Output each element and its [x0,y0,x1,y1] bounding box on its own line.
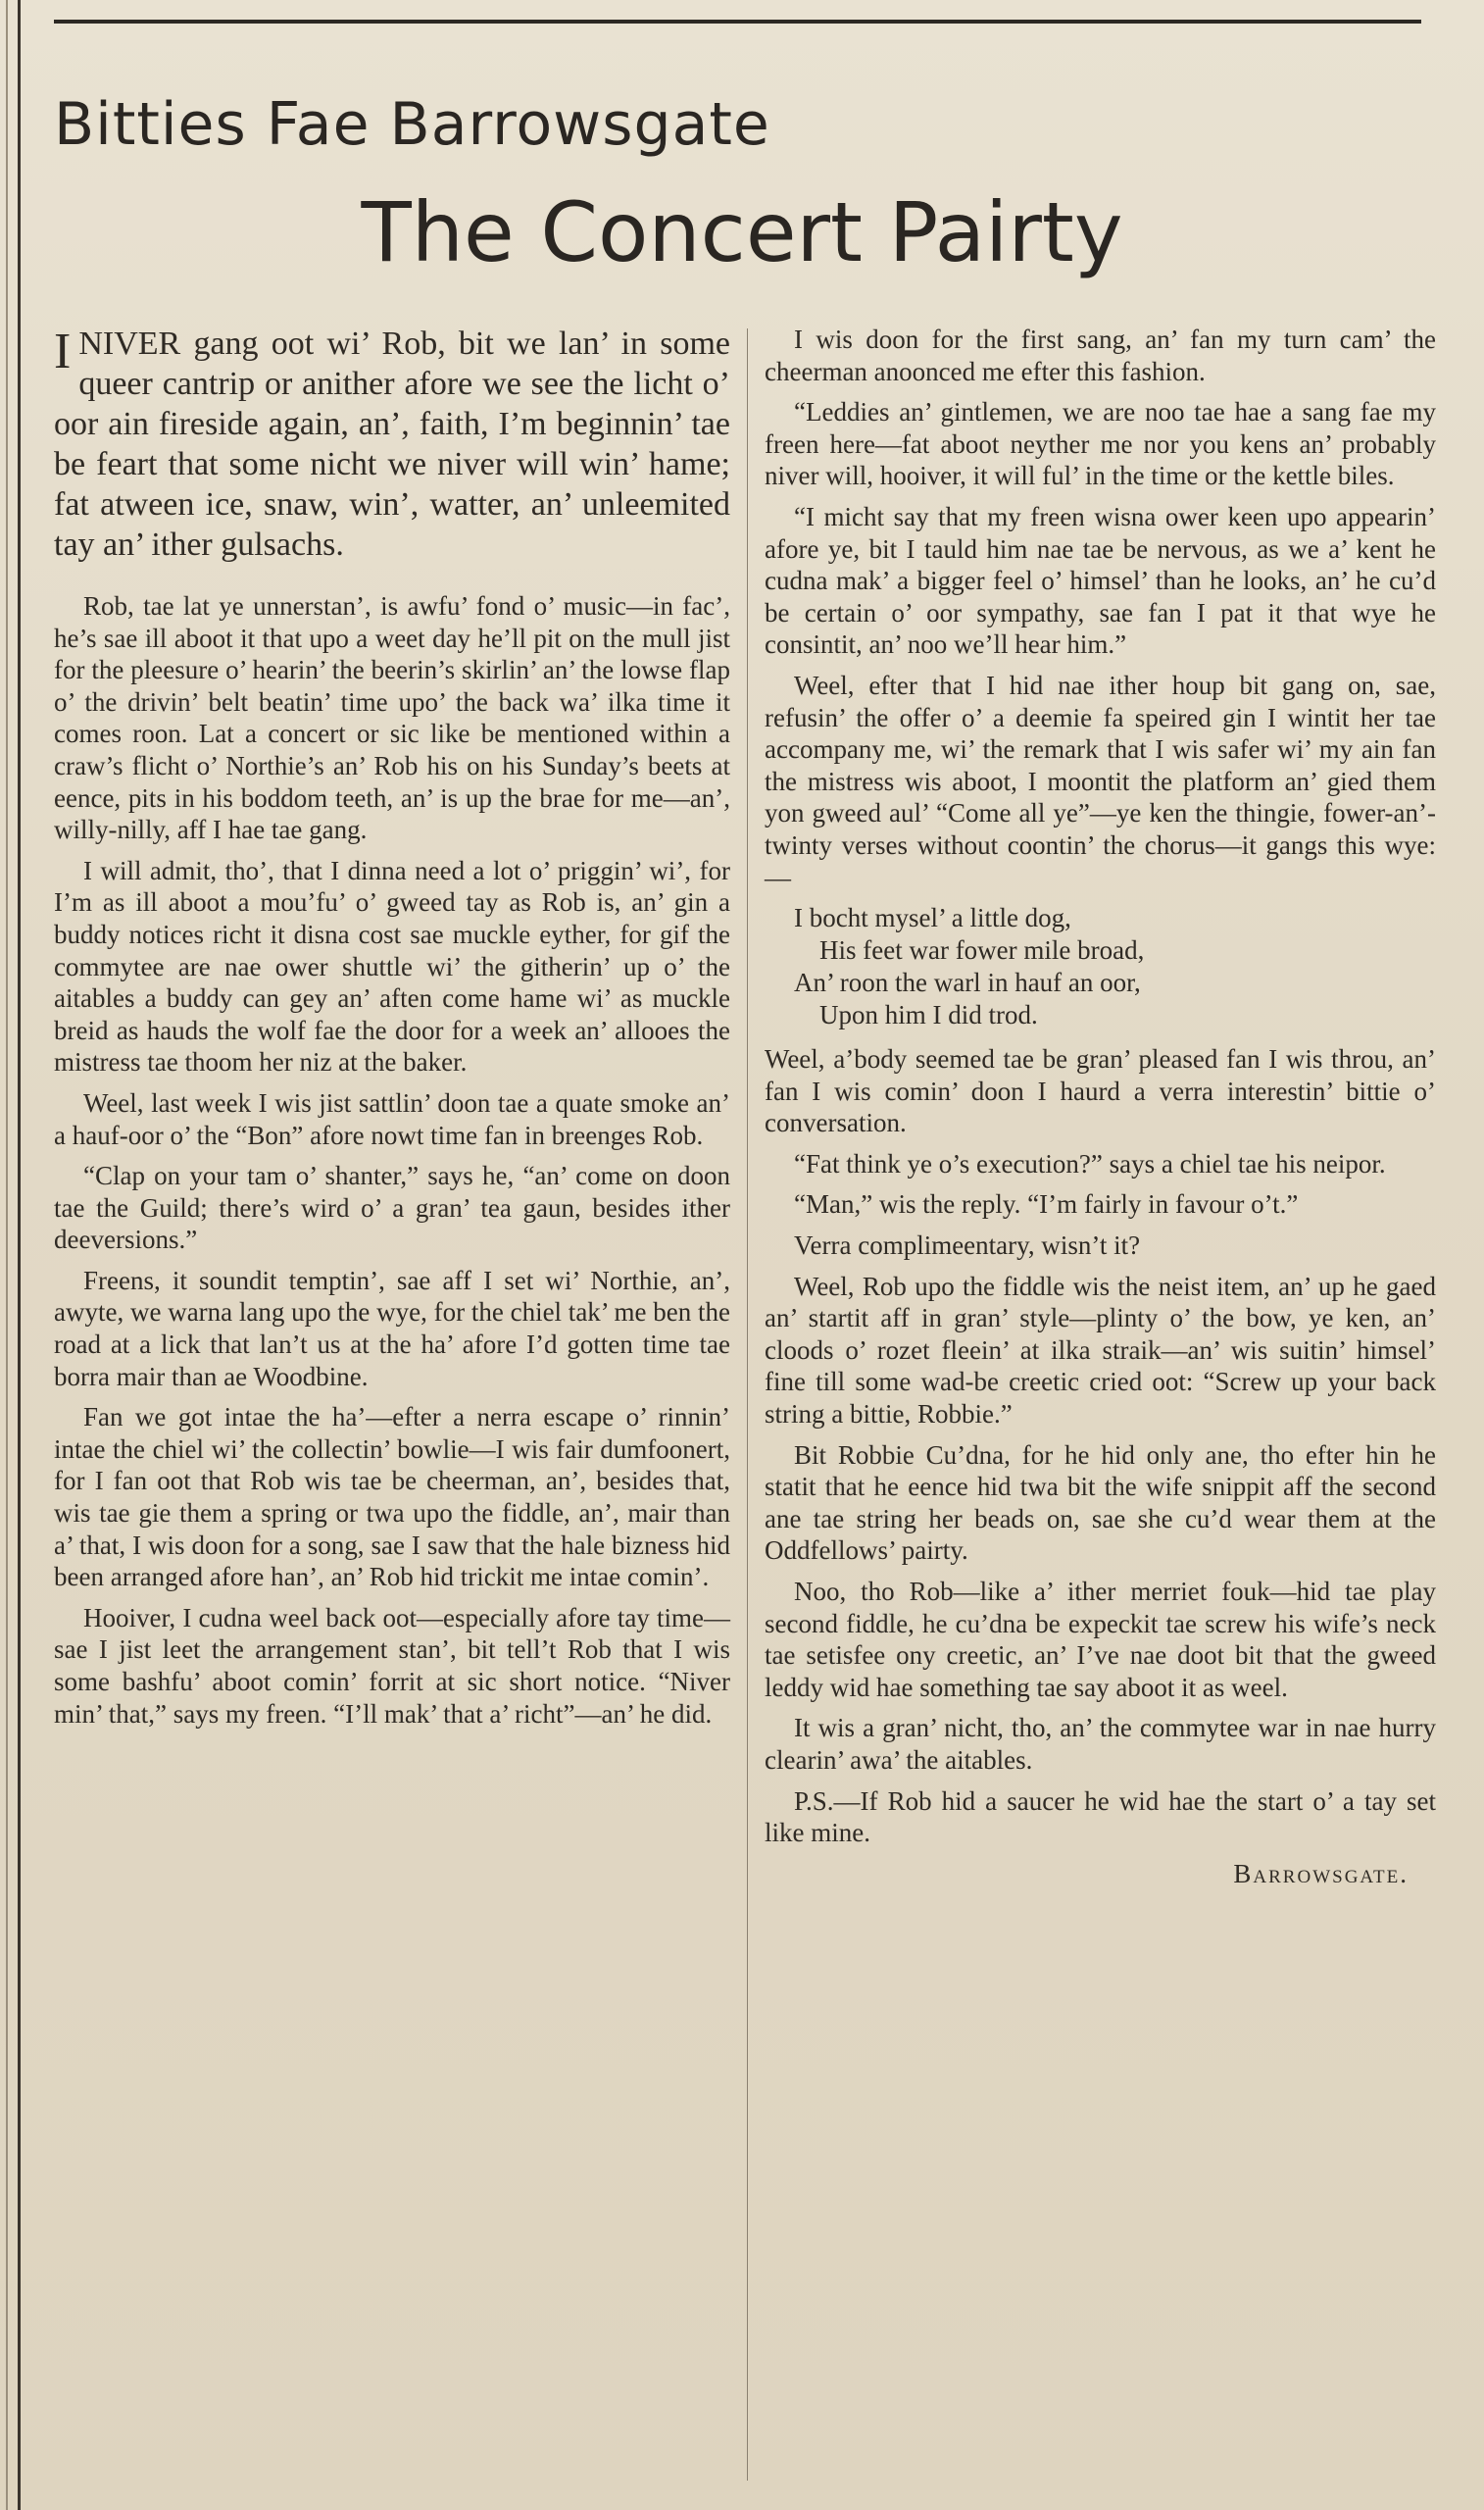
paragraph: I wis doon for the first sang, an’ fan my turn cam’ the cheerman anoonced me efter this fashion. [765,325,1436,386]
paragraph: Fan we got intae the ha’—efter a nerra escape o’ rinnin’ intae the chiel wi’ the collectin’ bowlie—I wis fair dumfoonert, for I fan oot that Rob wis tae be cheerman, an’, besides that, wis tae gie them a spring or twa upo the fiddle, an’, mair than a’ that, I wis doon for a song, sae I saw that the hale bizness hid been arranged afore han’, an’ Rob hid trickit me intae comin’. [54,1402,730,1592]
paragraph: Freens, it soundit temptin’, sae aff I set wi’ Northie, an’, awyte, we warna lang upo the wye, for the chiel tak’ me ben the road at a lick that lan’t us at the ha’ afore I’d gotten time tae borra mair than ae Woodbine. [54,1265,730,1391]
paragraph: Verra complimeentary, wisn’t it? [794,1230,1141,1261]
paragraph: I will admit, tho’, that I dinna need a lot o’ priggin’ wi’, for I’m as ill aboot a mou’fu’ o’ gweed tay as Rob is, an’ gin a buddy notices richt it disna cost sae muckle eyther, for gif the commytee are nae ower shuttle wi’ the githerin’ up o’ the aitables a buddy can gey an’ aften come hame wi’ as muckle breid as hauds the wolf fae the door for a week an’ allooes the mistress tae thoom her niz at the baker. [54,855,730,1078]
paragraph: Hooiver, I cudna weel back oot—especially afore tay time—sae I jist leet the arrangement stan’, bit tell’t Rob that I wis some bashfu’ aboot comin’ forrit at sic short notice. “Niver min’ that,” says my freen. “I’ll mak’ that a’ richt”—an’ he did. [54,1602,730,1729]
paragraph: Weel, efter that I hid nae ither houp bit gang on, sae, refusin’ the offer o’ a deemie fa speired gin I wintit her tae accompany me, wi’ the remark that I wis safer wi’ my ain fan the mistress wis aboot, I moontit the platform an’ gied them yon gweed aul’ “Come all ye”—ye ken the thingie, fower-an’-twinty verses without coontin’ the chorus—it gangs this wye:— [765,670,1436,892]
verse-line: I bocht mysel’ a little dog, [794,903,1071,933]
author-signature: Barrowsgate. [1233,1858,1409,1888]
paragraph: “Fat think ye o’s execution?” says a chiel tae his neipor. [794,1148,1386,1179]
verse-line: Upon him I did trod. [819,1000,1038,1030]
lead-text: NIVER gang oot wi’ Rob, bit we lan’ in some queer cantrip or anither afore we see the licht o’ oor ain fireside again, an’, faith, I’m beginnin’ tae be feart that some nicht we niver will win’ hame; fat atween ice, snaw, win’, watter, an’ unleemited tay an’ ither gulsachs. [54,326,730,563]
paragraph: It wis a gran’ nicht, tho, an’ the commytee war in nae hurry clearin’ awa’ the aitables. [765,1713,1436,1775]
paragraph: Weel, last week I wis jist sattlin’ doon tae a quate smoke an’ a hauf-oor o’ the “Bon” afore nowt time fan in breenges Rob. [54,1087,730,1150]
paragraph: “I micht say that my freen wisna ower keen upo appearin’ afore ye, bit I tauld him nae tae be nervous, as we a’ kent he cudna mak’ a bigger feel o’ himsel’ than he looks, an’ he cu’d be certain o’ oor sympathy, sae fan I pat it that wye he consintit, an’ noo we’ll hear him.” [765,501,1436,660]
column-edge-rule [18,0,21,2510]
verse-line: An’ roon the warl in hauf an oor, [794,968,1141,998]
column-divider [747,328,748,2481]
top-rule [54,20,1421,24]
drop-cap: I [54,324,72,379]
paragraph: Bit Robbie Cu’dna, for he hid only ane, tho efter hin he statit that he eence hid twa bit the wife snippit aff the second ane tae string her beads on, sae she cu’d wear them at the Oddfellows’ pairty. [765,1439,1436,1566]
verse-line: His feet war fower mile broad, [819,935,1145,966]
paragraph: Weel, Rob upo the fiddle wis the neist item, an’ up he gaed an’ startit aff in gran’ style—plinty o’ the bow, ye ken, an’ cloods o’ rozet fleein’ at ilka straik—an’ wis suitin’ himsel’ fine till some wad-be creetic cried oot: “Screw up your back string a bittie, Robbie.” [765,1271,1436,1430]
paragraph: “Clap on your tam o’ shanter,” says he, “an’ come on doon tae the Guild; there’s wird o’ a gran’ tea gaun, besides ither deeversions.” [54,1161,730,1255]
paragraph: Weel, a’body seemed tae be gran’ pleased fan I wis throu, an’ fan I wis comin’ doon I haurd a verra interestin’ bittie o’ conversation. [765,1044,1436,1138]
left-column [54,324,730,1738]
paragraph: Noo, tho Rob—like a’ ither merriet fouk—hid tae play second fiddle, he cu’dna be expeckit tae screw his wife’s neck tae setisfee ony creetic, an’ I’ve nae doot bit that the gweed leddy wid hae something tae say aboot it as weel. [765,1577,1436,1702]
column-kicker: Bitties Fae Barrowsgate [54,90,770,159]
paragraph: “Leddies an’ gintlemen, we are noo tae hae a sang fae my freen here—fat aboot neyther me nor you kens an’ probably niver will, hooiver, it will ful’ in the time or the kettle biles. [765,397,1436,491]
song-verse [765,902,1436,1031]
paragraph: “Man,” wis the reply. “I’m fairly in favour o’t.” [794,1189,1299,1220]
paragraph: Rob, tae lat ye unnerstan’, is awfu’ fond o’ music—in fac’, he’s sae ill aboot it that upo a weet day he’ll pit on the mull jist for the pleesure o’ hearin’ the beerin’s skirlin’ an’ the lowse flap o’ the drivin’ belt beatin’ time upo’ the back wa’ ilka time it comes roon. Lat a concert or sic like be mentioned within a craw’s flicht o’ Northie’s an’ Rob his on his Sunday’s beets at eence, pits in his boddom teeth, an’ is up the brae for me—an’, willy-nilly, aff I hae tae gang. [54,591,730,845]
paragraph: P.S.—If Rob hid a saucer he wid hae the start o’ a tay set like mine. [765,1785,1436,1848]
page-edge-line [6,0,8,2510]
right-column [765,324,1436,1889]
article-headline: The Concert Pairty [361,184,1123,280]
lead-paragraph [54,324,730,565]
